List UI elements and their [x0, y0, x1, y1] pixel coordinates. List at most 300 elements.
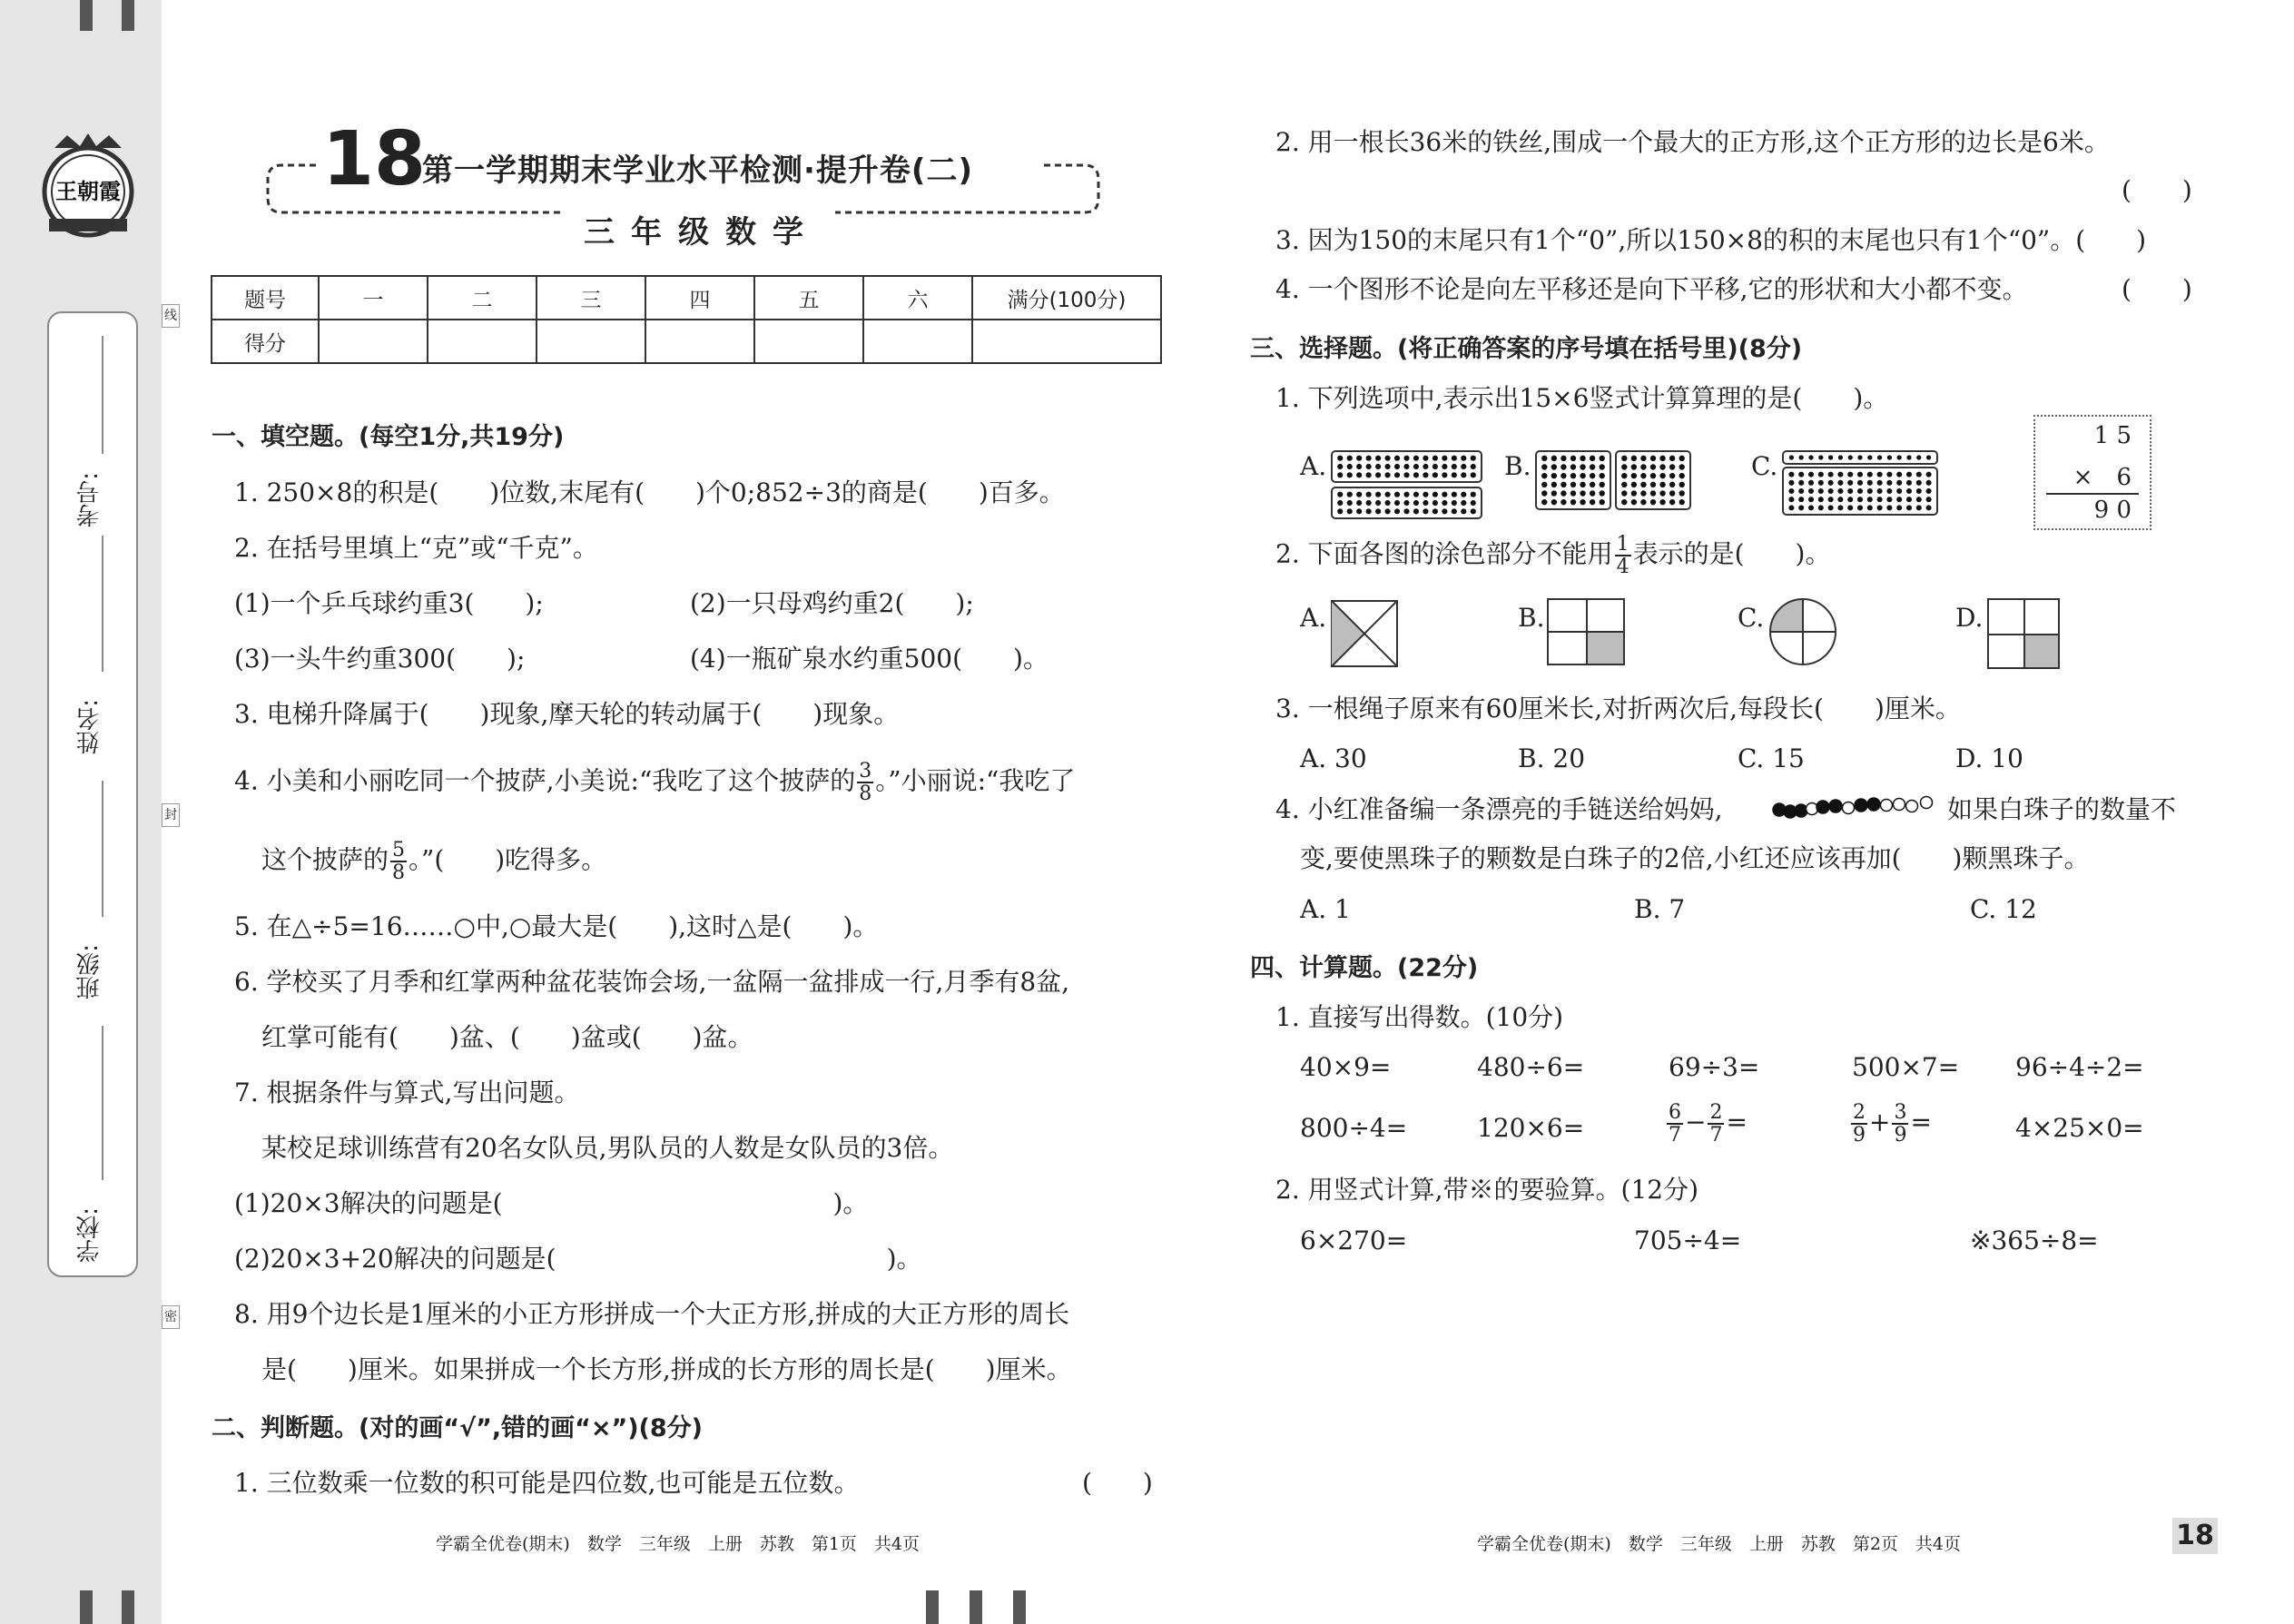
- dot: [1847, 505, 1853, 510]
- table-cell: 一: [319, 276, 428, 320]
- dot: [1631, 456, 1637, 461]
- dot: [1433, 456, 1438, 461]
- vertical-result: 9 0: [2093, 497, 2132, 524]
- equals: =: [1726, 1107, 1748, 1137]
- score-table-score-row: [212, 320, 1161, 363]
- dot: [1403, 492, 1409, 497]
- dot: [1886, 497, 1892, 502]
- fraction: [390, 840, 407, 883]
- seal-char: 线: [162, 304, 180, 328]
- text-run: 表示的是( )。: [1632, 538, 1831, 569]
- choice-2-option-d[interactable]: D.: [1955, 603, 1984, 633]
- dot: [1669, 482, 1675, 487]
- dot: [1442, 464, 1447, 469]
- denominator: 7: [1709, 1124, 1723, 1147]
- dot: [1403, 508, 1409, 514]
- judge-2-answer[interactable]: ( ): [2122, 175, 2192, 205]
- dot: [1926, 472, 1932, 477]
- text-run: 4. 小美和小丽吃同一个披萨,小美说:“我吃了这个披萨的: [234, 765, 856, 796]
- numerator: 3: [859, 760, 872, 782]
- table-cell: 四: [645, 276, 754, 320]
- numerator: 1: [1616, 533, 1629, 556]
- student-info-box: [47, 311, 138, 1277]
- choice-1-option-a[interactable]: A.: [1300, 451, 1327, 481]
- dot: [1679, 490, 1685, 496]
- dot: [1366, 500, 1372, 506]
- dot: [1375, 472, 1381, 477]
- question-1-7-condition: 某校足球训练营有20名女队员,男队员的人数是女队员的3倍。: [261, 1133, 954, 1163]
- dot: [1461, 508, 1466, 514]
- dot: [1375, 456, 1381, 461]
- white-bead: [1881, 800, 1893, 812]
- black-bead: [1795, 804, 1807, 817]
- question-1-2: 2. 在括号里填上“克”或“千克”。: [234, 533, 598, 563]
- dot: [1857, 455, 1862, 459]
- text-run: 。”小丽说:“我吃了: [875, 765, 1076, 796]
- section-2-heading: 二、判断题。(对的画“√”,错的画“×”)(8分): [212, 1414, 704, 1442]
- fraction: [1892, 1102, 1908, 1146]
- dot: [1366, 456, 1372, 461]
- choice-4-line1-tail: 如果白珠子的数量不: [1947, 794, 2177, 824]
- dot: [1867, 505, 1873, 510]
- black-bead: [1867, 798, 1880, 811]
- dot: [1384, 464, 1390, 469]
- dot: [1877, 488, 1883, 494]
- choice-3-option-b[interactable]: B. 20: [1518, 743, 1586, 773]
- choice-2-option-c[interactable]: C.: [1738, 603, 1765, 633]
- dot: [1640, 464, 1646, 469]
- dot: [1857, 480, 1863, 486]
- dot: [1570, 473, 1576, 478]
- dot: [1541, 464, 1547, 469]
- dot: [1679, 499, 1685, 505]
- dot: [1384, 492, 1390, 497]
- dot: [1926, 480, 1932, 486]
- name-label: 姓名:: [76, 699, 103, 754]
- question-1-2c: (3)一头牛约重300( );: [234, 644, 526, 674]
- score-cell[interactable]: [863, 320, 972, 363]
- white-bead: [1921, 797, 1933, 809]
- fraction: [1667, 1102, 1683, 1146]
- dot: [1366, 508, 1372, 514]
- shape-a: [1330, 599, 1403, 672]
- class-line[interactable]: [102, 781, 103, 917]
- dot: [1659, 482, 1665, 487]
- dot: [1799, 455, 1804, 459]
- calc-item[interactable]: 6×270=: [1300, 1225, 1408, 1255]
- score-cell[interactable]: [645, 320, 754, 363]
- dot: [1347, 456, 1353, 461]
- crop-mark: [1013, 1590, 1026, 1624]
- dot: [1631, 482, 1637, 487]
- dot: [1570, 490, 1576, 496]
- choice-3-option-a[interactable]: A. 30: [1300, 743, 1367, 773]
- crop-mark: [970, 1590, 982, 1624]
- school-line[interactable]: [102, 1026, 103, 1180]
- dot: [1659, 490, 1665, 496]
- dot: [1600, 490, 1605, 496]
- dot: [1669, 456, 1675, 461]
- choice-4-option-a[interactable]: A. 1: [1300, 894, 1351, 924]
- calc-item[interactable]: 69÷3=: [1669, 1052, 1760, 1082]
- dot: [1877, 480, 1883, 486]
- dot: [1906, 455, 1911, 459]
- calc-item[interactable]: 4×25×0=: [2015, 1113, 2144, 1143]
- choice-2-option-b[interactable]: B.: [1518, 603, 1545, 633]
- dot: [1877, 497, 1883, 502]
- dot: [1669, 464, 1675, 469]
- dot: [1366, 464, 1372, 469]
- dot: [1798, 488, 1804, 494]
- judge-2: 2. 用一根长36米的铁丝,围成一个最大的正方形,这个正方形的边长是6米。: [1275, 127, 2110, 157]
- dot: [1828, 472, 1834, 477]
- dot: [1867, 480, 1873, 486]
- dot: [1896, 497, 1902, 502]
- dot: [1679, 456, 1685, 461]
- dot: [1886, 472, 1892, 477]
- dot: [1413, 464, 1419, 469]
- denominator: 8: [859, 782, 872, 806]
- calc-item[interactable]: 480÷6=: [1477, 1052, 1585, 1082]
- dot: [1394, 472, 1400, 477]
- choice-1-option-b[interactable]: B.: [1504, 451, 1531, 481]
- dot: [1828, 488, 1834, 494]
- black-bead: [1855, 799, 1867, 812]
- dot: [1394, 500, 1400, 506]
- section-4-heading: 四、计算题。(22分): [1250, 954, 1479, 982]
- dot: [1877, 505, 1883, 510]
- equals: =: [1910, 1107, 1932, 1137]
- dot: [1847, 472, 1853, 477]
- choice-2: [1275, 534, 1830, 577]
- dot: [1423, 464, 1428, 469]
- dot: [1541, 473, 1547, 478]
- black-bead: [1816, 801, 1829, 813]
- dot: [1561, 482, 1566, 487]
- choice-4-option-c[interactable]: C. 12: [1970, 894, 2037, 924]
- question-1-7-2: (2)20×3+20解决的问题是( )。: [234, 1244, 922, 1274]
- dot: [1590, 482, 1595, 487]
- dot: [1551, 456, 1557, 461]
- dot: [1403, 456, 1409, 461]
- dot: [1551, 482, 1557, 487]
- exam-number-line[interactable]: [102, 336, 103, 454]
- operator: +: [1869, 1107, 1891, 1137]
- calc-item[interactable]: ※365÷8=: [1970, 1225, 2099, 1255]
- dot: [1452, 508, 1457, 514]
- dot: [1600, 499, 1605, 505]
- dot: [1906, 505, 1912, 510]
- table-cell: 题号: [212, 276, 319, 320]
- crop-mark: [122, 1590, 134, 1624]
- score-cell[interactable]: [428, 320, 537, 363]
- dot: [1384, 456, 1390, 461]
- vertical-rule: [2046, 493, 2139, 495]
- score-cell[interactable]: [972, 320, 1161, 363]
- dot: [1818, 505, 1824, 510]
- calc-item[interactable]: 120×6=: [1477, 1113, 1585, 1143]
- vertical-mid: × 6: [2072, 464, 2132, 491]
- dot: [1442, 508, 1447, 514]
- dot: [1461, 464, 1466, 469]
- dot: [1640, 490, 1646, 496]
- dot: [1896, 505, 1902, 510]
- fraction: [1851, 1102, 1867, 1146]
- dot: [1541, 490, 1547, 496]
- dot: [1659, 473, 1665, 478]
- dot: [1837, 488, 1843, 494]
- calc-item[interactable]: 96÷4÷2=: [2015, 1052, 2144, 1082]
- dot: [1442, 492, 1447, 497]
- dot: [1394, 464, 1400, 469]
- dot: [1541, 482, 1547, 487]
- denominator: 9: [1853, 1124, 1866, 1147]
- dot: [1461, 500, 1466, 506]
- dot: [1631, 473, 1637, 478]
- dot: [1433, 472, 1438, 477]
- dot: [1394, 508, 1400, 514]
- dot: [1337, 492, 1343, 497]
- dot: [1798, 505, 1804, 510]
- dot: [1906, 497, 1912, 502]
- crop-mark: [80, 1590, 93, 1624]
- dot: [1471, 472, 1476, 477]
- dot: [1926, 488, 1932, 494]
- judge-3: 3. 因为150的末尾只有1个“0”,所以150×8的积的末尾也只有1个“0”。( ): [1275, 225, 2147, 255]
- dot: [1580, 464, 1585, 469]
- choice-4-line1: 4. 小红准备编一条漂亮的手链送给妈妈,: [1275, 794, 1723, 824]
- section-1-heading: 一、填空题。(每空1分,共19分): [212, 423, 565, 451]
- bead-bracelet: [1770, 790, 1941, 826]
- dot: [1403, 472, 1409, 477]
- dot: [1906, 488, 1912, 494]
- judge-1-answer[interactable]: ( ): [1082, 1468, 1153, 1498]
- vertical-multiplication: [2033, 415, 2151, 530]
- seal-char: 封: [162, 803, 180, 827]
- dot: [1650, 482, 1656, 487]
- section-3-heading: 三、选择题。(将正确答案的序号填在括号里)(8分): [1250, 335, 1803, 363]
- choice-3-option-c[interactable]: C. 15: [1738, 743, 1805, 773]
- dot: [1452, 456, 1457, 461]
- dot: [1541, 499, 1547, 505]
- calc-2-heading: 2. 用竖式计算,带※的要验算。(12分): [1275, 1175, 1698, 1205]
- fraction: [1708, 1102, 1724, 1146]
- dot: [1600, 473, 1605, 478]
- dot: [1847, 497, 1853, 502]
- dot: [1788, 497, 1794, 502]
- dot: [1808, 488, 1814, 494]
- dot: [1897, 455, 1902, 459]
- question-1-2d: (4)一瓶矿泉水约重500( )。: [690, 644, 1049, 674]
- dot: [1433, 492, 1438, 497]
- fraction: [857, 761, 873, 804]
- judge-4: 4. 一个图形不论是向左平移还是向下平移,它的形状和大小都不变。: [1275, 274, 2028, 304]
- operator: −: [1685, 1107, 1707, 1137]
- seal-char: 密: [162, 1305, 180, 1329]
- dot: [1580, 473, 1585, 478]
- dot: [1442, 472, 1447, 477]
- dot: [1600, 482, 1605, 487]
- shaded-region: [2024, 635, 2059, 668]
- question-1-7: 7. 根据条件与算式,写出问题。: [234, 1078, 580, 1107]
- question-1-2b: (2)一只母鸡约重2( );: [690, 588, 974, 618]
- dot: [1877, 455, 1882, 459]
- dot: [1461, 472, 1466, 477]
- calc-fraction-subtract[interactable]: [1665, 1102, 1748, 1146]
- dot: [1600, 456, 1605, 461]
- dot: [1631, 464, 1637, 469]
- dot: [1384, 508, 1390, 514]
- crop-mark: [926, 1590, 939, 1624]
- numerator: 2: [1709, 1101, 1723, 1124]
- dot: [1590, 490, 1595, 496]
- dot: [1423, 508, 1428, 514]
- table-cell: 得分: [212, 320, 319, 363]
- question-1-1: 1. 250×8的积是( )位数,末尾有( )个0;852÷3的商是( )百多。: [234, 477, 1065, 507]
- dot: [1347, 492, 1353, 497]
- dot: [1356, 492, 1362, 497]
- dot: [1384, 472, 1390, 477]
- dot: [1471, 456, 1476, 461]
- text-run: 。”( )吃得多。: [409, 844, 607, 875]
- score-cell[interactable]: [537, 320, 645, 363]
- dot: [1789, 455, 1794, 459]
- dot: [1798, 497, 1804, 502]
- dot: [1561, 464, 1566, 469]
- dot: [1551, 464, 1557, 469]
- numerator: 5: [392, 839, 406, 861]
- calc-item[interactable]: 500×7=: [1852, 1052, 1960, 1082]
- dot: [1867, 488, 1873, 494]
- dot: [1471, 464, 1476, 469]
- dot: [1337, 508, 1343, 514]
- dot: [1403, 500, 1409, 506]
- dot: [1887, 455, 1892, 459]
- dot: [1926, 455, 1931, 459]
- dot: [1452, 464, 1457, 469]
- dot: [1621, 456, 1627, 461]
- name-line[interactable]: [102, 536, 103, 672]
- exam-number: 18: [322, 116, 427, 202]
- school-label: 学校:: [76, 1207, 103, 1263]
- dot: [1818, 497, 1824, 502]
- logo-text: 王朝霞: [55, 179, 121, 204]
- judge-4-answer[interactable]: ( ): [2122, 274, 2192, 304]
- dot: [1650, 499, 1656, 505]
- dot: [1375, 464, 1381, 469]
- dot: [1848, 455, 1853, 459]
- dot: [1580, 482, 1585, 487]
- choice-1-option-c[interactable]: C.: [1751, 451, 1778, 481]
- dot: [1561, 499, 1566, 505]
- dot: [1600, 464, 1605, 469]
- dot: [1896, 480, 1902, 486]
- dot: [1551, 490, 1557, 496]
- dot: [1394, 456, 1400, 461]
- dot: [1828, 505, 1834, 510]
- dot: [1356, 464, 1362, 469]
- question-1-3: 3. 电梯升降属于( )现象,摩天轮的转动属于( )现象。: [234, 699, 900, 729]
- dot: [1337, 500, 1343, 506]
- dot: [1808, 497, 1814, 502]
- dot: [1461, 492, 1466, 497]
- dot: [1669, 490, 1675, 496]
- choice-2-option-a[interactable]: A.: [1300, 603, 1327, 633]
- calc-item[interactable]: 800÷4=: [1300, 1113, 1408, 1143]
- dot: [1828, 455, 1833, 459]
- dot: [1679, 464, 1685, 469]
- dot: [1337, 472, 1343, 477]
- dot: [1659, 464, 1665, 469]
- calc-item[interactable]: 705÷4=: [1634, 1225, 1742, 1255]
- numerator: 3: [1894, 1101, 1907, 1124]
- table-cell: 二: [428, 276, 537, 320]
- choice-4-option-b[interactable]: B. 7: [1634, 894, 1686, 924]
- dot: [1837, 472, 1843, 477]
- dot: [1375, 492, 1381, 497]
- question-1-4-line1: [234, 761, 1075, 804]
- denominator: 8: [392, 861, 406, 885]
- score-cell[interactable]: [754, 320, 863, 363]
- dot: [1337, 464, 1343, 469]
- choice-1: 1. 下列选项中,表示出15×6竖式计算算理的是( )。: [1275, 383, 1889, 413]
- dot: [1818, 455, 1823, 459]
- dot: [1433, 464, 1438, 469]
- dot: [1384, 500, 1390, 506]
- text-run: 2. 下面各图的涂色部分不能用: [1275, 538, 1613, 569]
- dot: [1847, 480, 1853, 486]
- dot: [1896, 472, 1902, 477]
- dot: [1896, 488, 1902, 494]
- question-1-7-1: (1)20×3解决的问题是( )。: [234, 1188, 869, 1218]
- dot: [1916, 480, 1922, 486]
- dot: [1640, 499, 1646, 505]
- dot: [1798, 472, 1804, 477]
- calc-fraction-add[interactable]: [1849, 1102, 1932, 1146]
- question-1-6-line2: 红掌可能有( )盆、( )盆或( )盆。: [261, 1022, 753, 1052]
- dot: [1356, 456, 1362, 461]
- page-number: 18: [2172, 1518, 2218, 1554]
- score-table-header-row: [212, 276, 1161, 320]
- dot: [1847, 488, 1853, 494]
- dot: [1669, 473, 1675, 478]
- dot: [1788, 505, 1794, 510]
- calc-item[interactable]: 40×9=: [1300, 1052, 1392, 1082]
- dot: [1433, 500, 1438, 506]
- dot: [1867, 455, 1872, 459]
- question-1-5: 5. 在△÷5=16……○中,○最大是( ),这时△是( )。: [234, 911, 879, 941]
- dot: [1679, 482, 1685, 487]
- dot: [1818, 488, 1824, 494]
- dot: [1906, 472, 1912, 477]
- dot: [1433, 508, 1438, 514]
- table-cell: 满分(100分): [972, 276, 1161, 320]
- dot: [1818, 472, 1824, 477]
- dot: [1347, 500, 1353, 506]
- crop-mark: [122, 0, 134, 31]
- choice-3-option-d[interactable]: D. 10: [1955, 743, 2023, 773]
- dot: [1413, 472, 1419, 477]
- dot: [1838, 455, 1843, 459]
- judge-1: 1. 三位数乘一位数的积可能是四位数,也可能是五位数。: [234, 1468, 860, 1498]
- denominator: 9: [1894, 1124, 1907, 1147]
- dot: [1650, 456, 1656, 461]
- dot: [1347, 464, 1353, 469]
- dot: [1442, 500, 1447, 506]
- dot: [1828, 497, 1834, 502]
- dot: [1347, 508, 1353, 514]
- score-cell[interactable]: [319, 320, 428, 363]
